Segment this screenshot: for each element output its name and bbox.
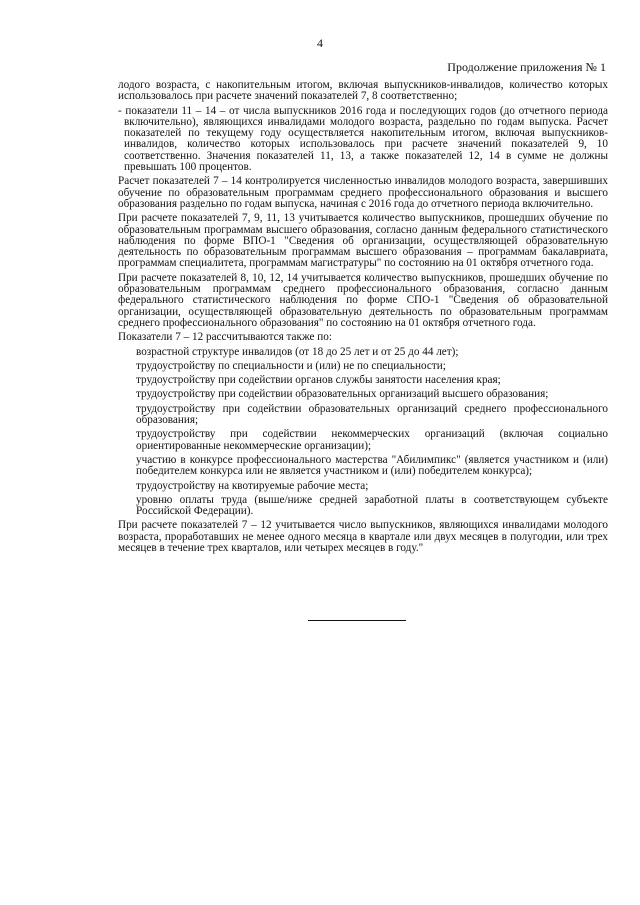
document-body <box>118 80 608 557</box>
appendix-label: Продолжение приложения № 1 <box>447 60 606 74</box>
list-item: участию в конкурсе профессионального мастерства "Абилимпикс" (является участником и (или) победителем конкурса или не является участником и (или) победителем конкурса); <box>136 453 608 478</box>
list-item: уровню оплаты труда (выше/ниже средней заработной платы в соответствующем субъекте Российской Федерации). <box>136 493 608 518</box>
list-item: возрастной структуре инвалидов (от 18 до 25 лет и от 25 до 44 лет); <box>136 345 459 358</box>
paragraph-final: При расчете показателей 7 – 12 учитывается число выпускников, являющихся инвалидами молодого возраста, проработавших не менее одного месяца в квартале или двух месяцев в полугодии, или трех месяцев в течение трех кварталов, или четырех месяцев в году." <box>118 519 608 554</box>
page-number: 4 <box>317 36 323 50</box>
list-item: трудоустройству при содействии некоммерческих организаций (включая социально ориентированные некоммерческие организации); <box>136 428 608 452</box>
paragraph-also-calculated: Показатели 7 – 12 рассчитываются также по: <box>118 331 332 344</box>
list-item: трудоустройству при содействии образовательных организаций высшего образования; <box>136 388 549 401</box>
paragraph-continuation: лодого возраста, с накопительным итогом, включая выпускников-инвалидов, количество которых использовалось при расчете значений показателей 7, 8 соответственно; <box>118 79 608 103</box>
list-item: трудоустройству по специальности и (или) не по специальности; <box>136 359 446 372</box>
end-divider-line <box>308 620 406 621</box>
list-item: трудоустройству при содействии образовательных организаций среднего профессионального образования; <box>136 402 608 427</box>
paragraph-calculation-control: Расчет показателей 7 – 14 контролируется численностью инвалидов молодого возраста, завершивших обучение по образовательным программам среднего профессионального образования и высшего образования раздельно по годам выпуска, начиная с 2016 года до отчетного периода включительно. <box>118 175 608 210</box>
list-item: трудоустройству при содействии органов службы занятости населения края; <box>136 374 501 387</box>
paragraph-indicators-11-14: - показатели 11 – 14 – от числа выпускников 2016 года и последующих годов (до отчетного периода включительно), являющихся инвалидами молодого возраста, раздельно по годам выпуска. Расчет показателей по текущему году осуществляется накопительным итогом, включая выпускников-инвалидов, количество которых использовалось при расчете значений показателей 9, 10 соответственно. Значения показателей 11, 13, а также показателей 12, 14 в сумме не должны превышать 100 процентов. <box>118 104 608 174</box>
paragraph-vpo-1: При расчете показателей 7, 9, 11, 13 учитывается количество выпускников, прошедших обучение по образовательным программам высшего образования, согласно данным федерального статистического наблюдения по форме ВПО-1 "Сведения об организации, осуществляющей образовательную деятельность по образовательным программам высшего образования – программам бакалавриата, программам специалитета, программам магистратуры" по состоянию на 01 октября отчетного года. <box>118 212 608 270</box>
paragraph-spo-1: При расчете показателей 8, 10, 12, 14 учитывается количество выпускников, прошедших обучение по образовательным программам среднего профессионального образования, согласно данным федерального статистического наблюдения по форме СПО-1 "Сведения об образовательной организации, осуществляющей образовательную деятельность по образовательным программам среднего профессионального образования" по состоянию на 01 октября отчетного года. <box>118 271 608 329</box>
list-item: трудоустройству на квотируемые рабочие места; <box>136 479 369 492</box>
breakdown-list <box>118 347 608 518</box>
